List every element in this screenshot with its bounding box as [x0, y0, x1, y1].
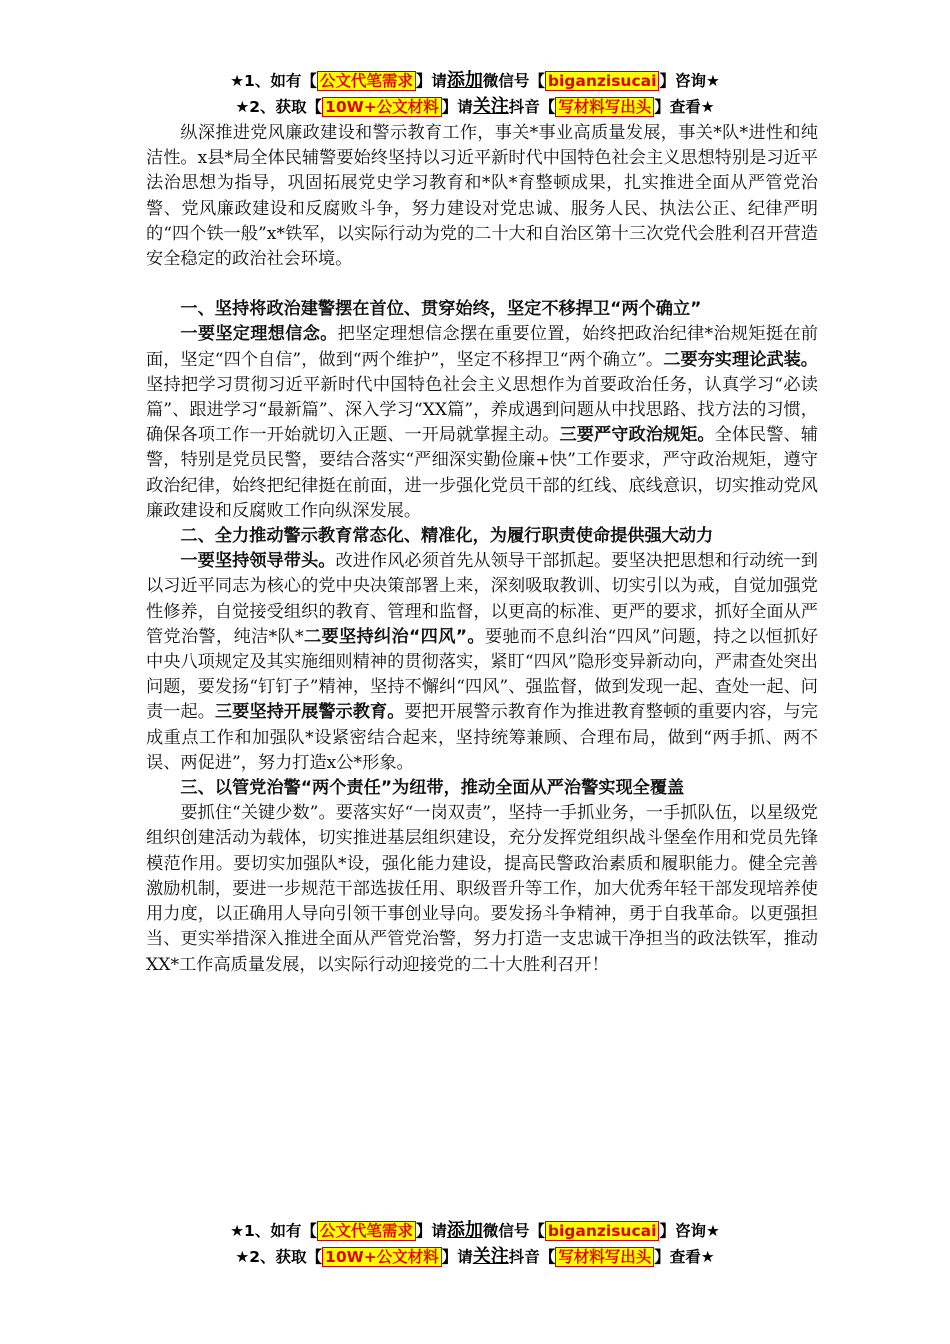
promo-text: 】请: [415, 1222, 447, 1240]
document-body: [146, 121, 818, 978]
promo-underline: 添加: [446, 1220, 483, 1241]
promo-line-1: [0, 68, 950, 94]
promo-highlight: 写材料写出头: [555, 97, 654, 117]
promo-text: 】查看★: [654, 98, 715, 116]
section-1-heading: 一、坚持将政治建警摆在首位、贯穿始终，坚定不移捍卫“两个确立”: [180, 299, 702, 320]
promo-text: ★2、获取【: [235, 98, 323, 116]
promo-underline: 关注: [472, 1246, 509, 1267]
section-2-heading: 二、全力推动警示教育常态化、精准化，为履行职责使命提供强大动力: [180, 526, 714, 547]
promo-text: 抖音【: [508, 98, 556, 116]
promo-highlight: 10W+公文材料: [322, 1247, 442, 1267]
promo-text: 微信号【: [482, 1222, 545, 1240]
promo-text: ★1、如有【: [230, 72, 317, 90]
body-text: 坚持把学习贯彻习近平新时代中国特色社会主义思想作为首要政治任务，认真学习“必读篇”、跟进学习“最新篇”、深入学习“XX篇”，养成遇到问题从中找思路、找方法的习惯，确保各项工作一开始就切入正题、一开局就掌握主动。: [146, 374, 818, 446]
section-3-heading: 三、以管党治警“两个责任”为纽带，推动全面从严治警实现全覆盖: [180, 778, 685, 799]
promo-text: 】咨询★: [659, 1222, 720, 1240]
body-text: 把坚定理想信念摆在重要位置，始终把政治纪律*治规矩挺在前面，坚定“四个自信”，做到“两个维护”，坚定不移捍卫“两个确立”。: [146, 324, 818, 370]
body-text: 要驰而不息纠治“四风”问题，持之以恒抓好中央八项规定及其实施细则精神的贯彻落实，紧盯“四风”隐形变异新动向，严肃查处突出问题，要发扬“钉钉子”精神，坚持不懈纠“四风”、强监督，做到发现一起、查处一起、问责一起。: [146, 626, 818, 723]
promo-highlight: 写材料写出头: [555, 1247, 654, 1267]
promo-text: 】请: [415, 72, 447, 90]
intro-paragraph: 纵深推进党风廉政建设和警示教育工作，事关*事业高质量发展，事关*队*进性和纯洁性。x县*局全体民辅警要始终坚持以习近平新时代中国特色社会主义思想特别是习近平法治思想为指导，巩固拓展党史学习教育和*队*育整顿成果，扎实推进全面从严管党治警、党风廉政建设和反腐败斗争，努力建设对党忠诚、服务人民、执法公正、纪律严明的“四个铁一般”x*铁军，以实际行动为党的二十大和自治区第十三次党代会胜利召开营造安全稳定的政治社会环境。: [146, 123, 818, 270]
bold-lead: 三要坚持开展警示教育。: [214, 702, 405, 723]
promo-banner-bottom: [0, 1218, 950, 1270]
bold-lead: 二要夯实理论武装。: [663, 349, 818, 370]
section-3-paragraph: 要抓住“关键少数”。要落实好“一岗双责”，坚持一手抓业务，一手抓队伍，以星级党组织创建活动为载体，切实推进基层组织建设，充分发挥党组织战斗堡垒作用和党员先锋模范作用。要切实加强队*设，强化能力建设，提高民警政治素质和履职能力。健全完善激励机制，要进一步规范干部选拔任用、职级晋升等工作，加大优秀年轻干部发现培养使用力度，以正确用人导向引领干事创业导向。要发扬斗争精神，勇于自我革命。以更强担当、更实举措深入推进全面从严管党治警，努力打造一支忠诚干净担当的政法铁军，推动XX*工作高质量发展，以实际行动迎接党的二十大胜利召开！: [146, 803, 818, 975]
promo-text: ★2、获取【: [235, 1248, 323, 1266]
bold-lead: 二要坚持纠治“四风”。: [303, 626, 485, 647]
promo-highlight: 10W+公文材料: [322, 97, 442, 117]
promo-highlight: biganzisucai: [545, 1221, 660, 1241]
promo-text: 】请: [441, 98, 473, 116]
bold-lead: 一要坚持领导带头。: [180, 551, 336, 572]
bold-lead: 三要严守政治规矩。: [559, 425, 715, 446]
promo-highlight: 公文代笔需求: [317, 1221, 416, 1241]
promo-text: 抖音【: [508, 1248, 556, 1266]
promo-text: 】查看★: [654, 1248, 715, 1266]
body-text: 改进作风必须首先从领导干部抓起。要坚决把思想和行动统一到以习近平同志为核心的党中央决策部署上来，深刻吸取教训、切实引以为戒，自觉加强党性修养，自觉接受组织的教育、管理和监督，以更高的标准、更严的要求，抓好全面从严管党治警，纯洁*队*: [146, 551, 818, 647]
section-1-paragraph: [146, 322, 818, 524]
promo-text: ★1、如有【: [230, 1222, 317, 1240]
promo-underline: 添加: [446, 70, 483, 91]
promo-underline: 关注: [472, 96, 509, 117]
promo-text: 】咨询★: [659, 72, 720, 90]
section-2-paragraph: [146, 549, 818, 776]
body-text: 要把开展警示教育作为推进教育整顿的重要内容，与完成重点工作和加强队*设紧密结合起来，坚持统筹兼顾、合理布局，做到“两手抓、两不误、两促进”，努力打造x公*形象。: [146, 702, 818, 773]
promo-line-2: [0, 1244, 950, 1270]
promo-highlight: 公文代笔需求: [317, 71, 416, 91]
promo-text: 】请: [441, 1248, 473, 1266]
body-text: 全体民警、辅警，特别是党员民警，要结合落实“严细深实勤俭廉+快”工作要求，严守政治规矩，遵守政治纪律，始终把纪律挺在前面，进一步强化党员干部的红线、底线意识，切实推动党风廉政建设和反腐败工作向纵深发展。: [146, 425, 818, 521]
promo-highlight: biganzisucai: [545, 71, 660, 91]
promo-line-2: [0, 94, 950, 120]
promo-text: 微信号【: [482, 72, 545, 90]
bold-lead: 一要坚定理想信念。: [180, 324, 338, 345]
promo-line-1: [0, 1218, 950, 1244]
promo-banner-top: [0, 68, 950, 120]
